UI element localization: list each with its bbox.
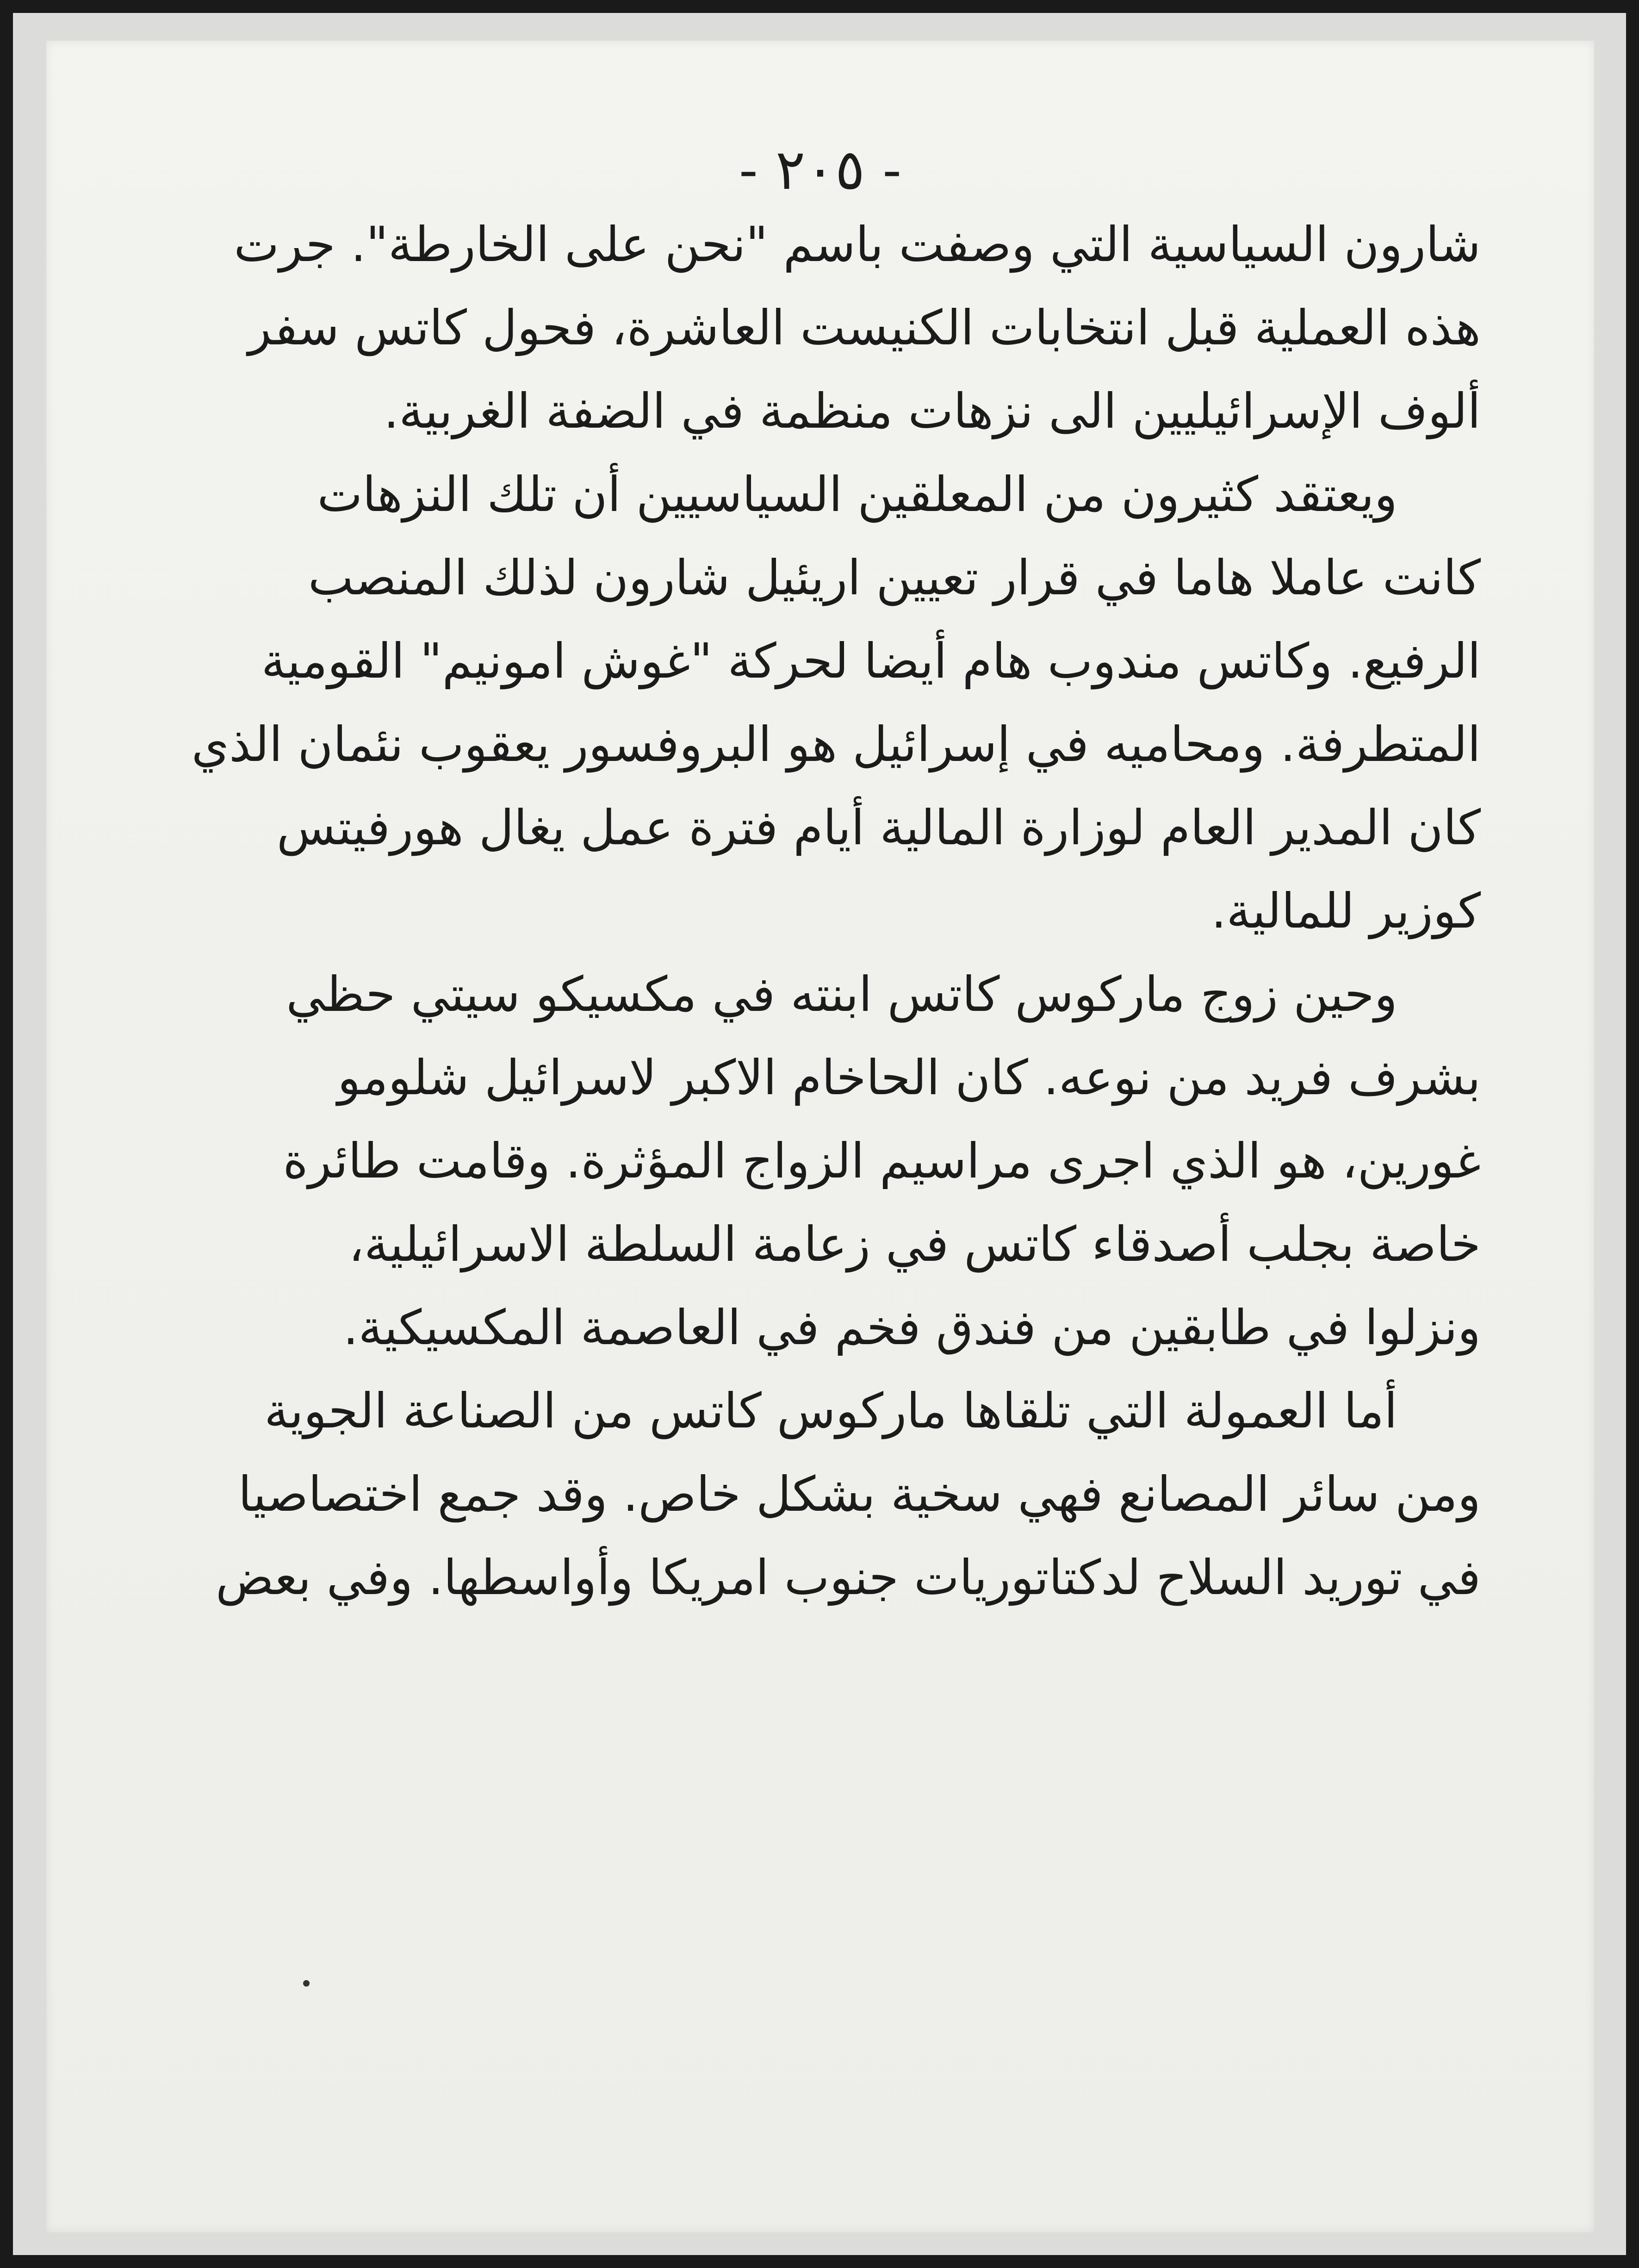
page-number: - ٢٠٥ - [739,138,901,202]
text-line-9: كوزير للمالية. [1211,883,1481,939]
text-line-4: ويعتقد كثيرون من المعلقين السياسيين أن تلك النزهات [317,466,1397,523]
scan-border [13,13,1626,2255]
text-line-11: بشرف فريد من نوعه. كان الحاخام الاكبر لاسرائيل شلومو [337,1049,1481,1106]
text-line-5: كانت عاملا هاما في قرار تعيين اريئيل شارون لذلك المنصب [308,549,1481,606]
text-line-3: ألوف الإسرائيليين الى نزهات منظمة في الضفة الغربية. [384,383,1481,439]
text-line-16: ومن سائر المصانع فهي سخية بشكل خاص. وقد جمع اختصاصيا [238,1466,1481,1522]
text-line-14: ونزلوا في طابقين من فندق فخم في العاصمة المكسيكية. [343,1299,1481,1356]
document-page [46,41,1594,2232]
ink-dot-mark [303,1980,310,1987]
text-line-12: غورين، هو الذي اجرى مراسيم الزواج المؤثرة. وقامت طائرة [283,1133,1481,1189]
text-line-15: أما العمولة التي تلقاها ماركوس كاتس من الصناعة الجوية [264,1383,1397,1439]
text-line-10: وحين زوج ماركوس كاتس ابنته في مكسيكو سيتي حظي [286,966,1397,1022]
text-line-17: في توريد السلاح لدكتاتوريات جنوب امريكا وأواسطها. وفي بعض [215,1549,1481,1606]
text-line-2: هذه العملية قبل انتخابات الكنيست العاشرة، فحول كاتس سفر [248,299,1481,356]
text-line-6: الرفيع. وكاتس مندوب هام أيضا لحركة "غوش امونيم" القومية [261,633,1481,689]
text-line-1: شارون السياسية التي وصفت باسم "نحن على الخارطة". جرت [234,216,1481,273]
handwritten-text-body [148,203,1481,1619]
text-line-8: كان المدير العام لوزارة المالية أيام فترة عمل يغال هورفيتس [276,799,1481,856]
text-line-7: المتطرفة. ومحاميه في إسرائيل هو البروفسور يعقوب نئمان الذي [191,716,1481,773]
text-line-13: خاصة بجلب أصدقاء كاتس في زعامة السلطة الاسرائيلية، [348,1216,1481,1272]
